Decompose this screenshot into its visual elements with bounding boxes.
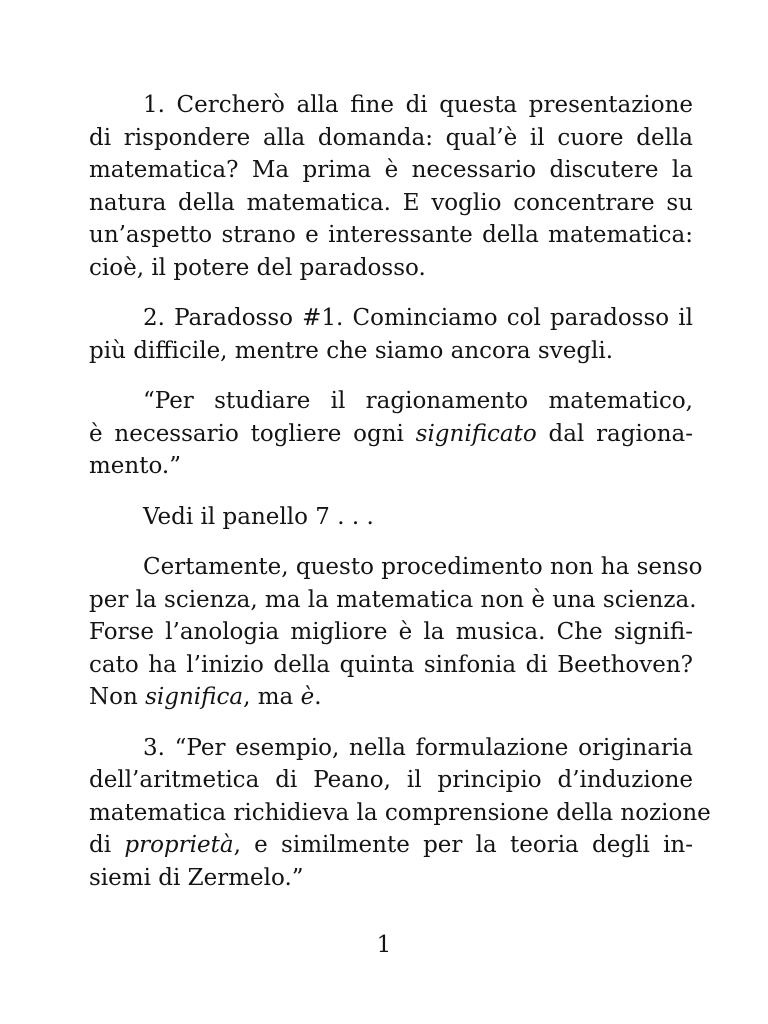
text-line bbox=[89, 681, 693, 714]
text-line: 3. “Per esempio, nella formulazione originaria bbox=[143, 734, 693, 761]
text-run: di bbox=[89, 832, 125, 858]
text-line: natura della matematica. E voglio concentrare su bbox=[89, 189, 693, 216]
text-line: 2. Paradosso #1. Cominciamo col paradosso il bbox=[143, 305, 693, 331]
paragraph bbox=[89, 302, 693, 367]
text-run: , e similmente per la teoria degli in- bbox=[233, 832, 694, 858]
text-line bbox=[89, 418, 693, 451]
paragraph bbox=[89, 732, 711, 895]
text-line: matematica richidieva la comprensione della nozione bbox=[89, 799, 711, 826]
italic-text: significa bbox=[145, 684, 244, 710]
paragraph bbox=[89, 385, 693, 483]
text-run: Non bbox=[89, 684, 146, 710]
italic-text: significato bbox=[415, 420, 537, 447]
text-line: Forse l’anologia migliore è la musica. Che signifi- bbox=[89, 619, 693, 645]
italic-text: proprietà bbox=[124, 832, 234, 858]
page-number: 1 bbox=[376, 932, 392, 958]
paragraph bbox=[89, 89, 693, 284]
text-line: matematica? Ma prima è necessario discutere la bbox=[89, 157, 693, 183]
text-line: cato ha l’inizio della quinta sinfonia di Beethoven? bbox=[89, 651, 693, 678]
paragraph bbox=[89, 551, 703, 714]
text-line: 1. Cercherò alla fine di questa presentazione bbox=[143, 92, 693, 118]
text-run: dal ragiona- bbox=[536, 420, 693, 447]
text-line: Certamente, questo procedimento non ha senso bbox=[143, 554, 703, 580]
paragraph bbox=[89, 501, 693, 534]
document-body bbox=[89, 89, 711, 912]
text-line: cioè, il potere del paradosso. bbox=[89, 254, 426, 281]
text-line: siemi di Zermelo.” bbox=[89, 864, 304, 891]
text-line: mento.” bbox=[89, 453, 181, 479]
text-line: “Per studiare il ragionamento matematico, bbox=[143, 388, 693, 414]
text-line: un’aspetto strano e interessante della matematica: bbox=[89, 222, 693, 248]
italic-text: è bbox=[300, 684, 315, 710]
text-run: . bbox=[314, 684, 322, 710]
text-line: Vedi il panello 7 . . . bbox=[143, 503, 374, 530]
text-line: per la scienza, ma la matematica non è una scienza. bbox=[89, 586, 697, 613]
text-run: è necessario togliere ogni bbox=[89, 420, 416, 447]
text-line: più difficile, mentre che siamo ancora svegli. bbox=[89, 337, 614, 364]
text-line bbox=[89, 829, 693, 862]
text-line: di rispondere alla domanda: qual’è il cuore della bbox=[89, 124, 693, 151]
text-run: , ma bbox=[243, 684, 301, 710]
text-line: dell’aritmetica di Peano, il principio d’induzione bbox=[89, 767, 693, 793]
